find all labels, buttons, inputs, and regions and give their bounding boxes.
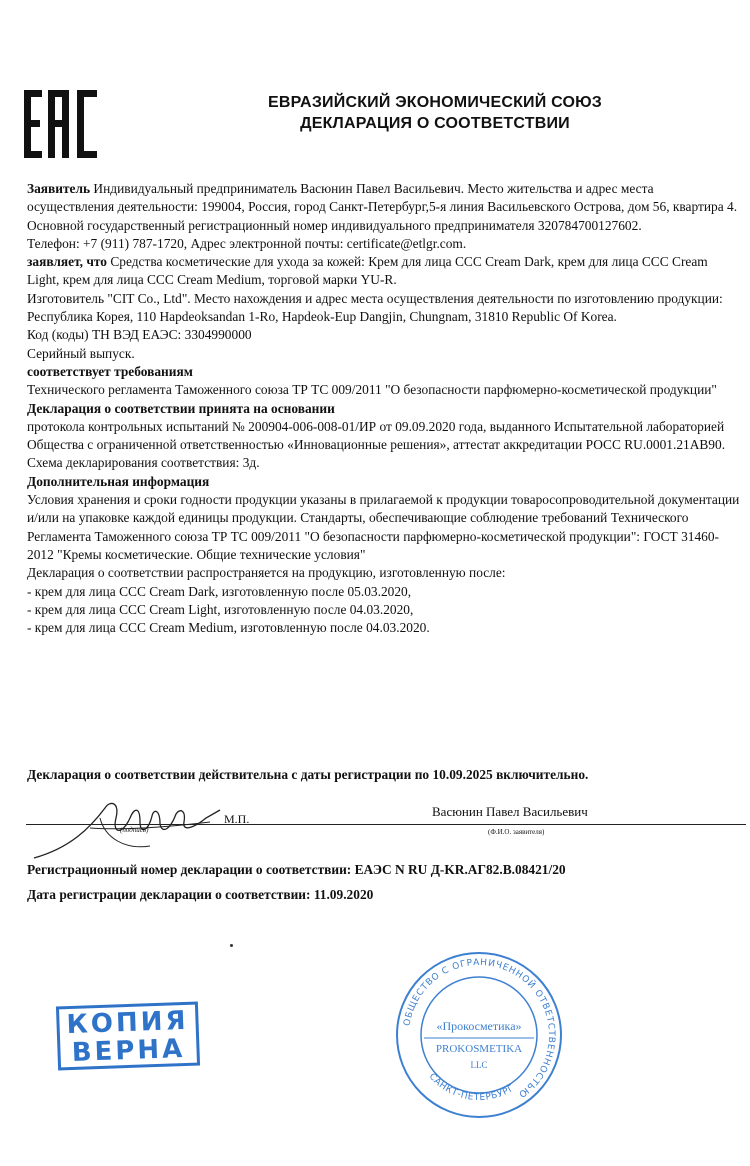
applicant-contacts: Телефон: +7 (911) 787-1720, Адрес электронной почты: certificate@etlgr.com. (27, 235, 467, 251)
seal-place: М.П. (224, 812, 250, 826)
manufacturer-info: Изготовитель "CIT Co., Ltd". Место нахождения и адрес места осуществления деятельности по изготовлению продукции: Республика Корея, 110 Hapdeoksandan 1-Ro, Hapdeok-Eup Dangjin, Chungnam, 31810 Republic Of Korea. (27, 290, 723, 325)
applicant-ogrn: Основной государственный регистрационный номер индивидуального предпринимателя 320784700127602. (27, 217, 642, 233)
applicant-label: Заявитель (27, 181, 91, 196)
signer-caption: (Ф.И.О. заявителя) (488, 828, 545, 836)
applicant-paragraph (27, 180, 742, 217)
copy-stamp-line2: ВЕРНА (71, 1034, 186, 1068)
validity-statement: Декларация о соответствии действительна с даты регистрации по 10.09.2025 включительно. (27, 767, 589, 782)
seal-center-llc: LLC (470, 1060, 488, 1070)
product-item: - крем для лица CCC Cream Dark, изготовленную после 05.03.2020, (27, 583, 412, 599)
product-item: - крем для лица CCC Cream Light, изготовленную после 04.03.2020, (27, 601, 414, 617)
declaration-body (27, 180, 742, 637)
signature-line (26, 824, 746, 825)
seal-bottom-text: САНКТ-ПЕТЕРБУРГ (426, 1071, 517, 1104)
eac-logo (22, 88, 100, 160)
signer-name: Васюнин Павел Васильевич (432, 804, 588, 819)
product-item: - крем для лица CCC Cream Medium, изготовленную после 04.03.2020. (27, 620, 430, 636)
copy-stamp (56, 1002, 200, 1071)
copy-stamp-line1: КОПИЯ (66, 1005, 189, 1041)
header-title: ДЕКЛАРАЦИЯ О СООТВЕТСТВИИ (300, 115, 570, 132)
seal-center-ru: «Прокосметика» (436, 1019, 522, 1033)
additional-text: Условия хранения и сроки годности продукции указаны в прилагаемой к продукции товаросопроводительной документации и/или на упаковке каждой единицы продукции. Стандарты, обеспечивающие соблюдение требований Технического Регламента Таможенного союза ТР ТС 009/2011 "О безопасности парфюмерно-косметической продукции": ГОСТ 31460-2012 "Кремы косметические. Общие технические условия" (27, 492, 740, 562)
company-seal (394, 950, 564, 1120)
hs-code: Код (коды) ТН ВЭД ЕАЭС: 3304990000 (27, 327, 252, 343)
basis-text: протокола контрольных испытаний № 200904-006-008-01/ИР от 09.09.2020 года, выданного Испытательной лабораторией Общества с ограниченной ответственностью «Инновационные решения», аттестат аккредитации РОСС RU.0001.21АВ90. (27, 418, 726, 453)
declares-label: заявляет, что (27, 254, 107, 270)
seal-outer-text: ОБЩЕСТВО С ОГРАНИЧЕННОЙ ОТВЕТСТВЕННОСТЬЮ (402, 957, 557, 1100)
header-union: ЕВРАЗИЙСКИЙ ЭКОНОМИЧЕСКИЙ СОЮЗ (267, 94, 603, 111)
declares-text: Средства косметические для ухода за кожей: Крем для лица CCC Cream Dark, крем для лица CCC Cream Light, крем для лица CCC Cream Medium, торговой марки YU-R. (27, 254, 708, 288)
additional-label: Дополнительная информация (27, 473, 210, 489)
registration-number: Регистрационный номер декларации о соответствии: ЕАЭС N RU Д-KR.АГ82.В.08421/20 (27, 862, 566, 877)
seal-center-en: PROKOSMETIKA (435, 1043, 523, 1055)
complies-label: соответствует требованиям (27, 363, 193, 379)
serial-release: Серийный выпуск. (27, 345, 135, 361)
registration-date: Дата регистрации декларации о соответствии: 11.09.2020 (27, 887, 374, 902)
declares-paragraph (27, 253, 742, 290)
signature-caption: (подпись) (120, 826, 149, 834)
applies-text: Декларация о соответствии распространяется на продукцию, изготовленную после: (27, 565, 506, 581)
basis-label: Декларация о соответствии принята на основании (27, 400, 335, 416)
document-header (200, 92, 670, 134)
speck (230, 944, 233, 947)
scheme-text: Схема декларирования соответствия: 3д. (27, 455, 260, 471)
applicant-text: Индивидуальный предприниматель Васюнин Павел Васильевич. Место жительства и адрес места осуществления деятельности: 199004, Россия, город Санкт-Петербург,5-я линия Васильевского Острова, дом 56, квартира 4. (27, 181, 738, 215)
complies-text: Технического регламента Таможенного союза ТР ТС 009/2011 "О безопасности парфюмерно-косметической продукции" (27, 382, 717, 398)
